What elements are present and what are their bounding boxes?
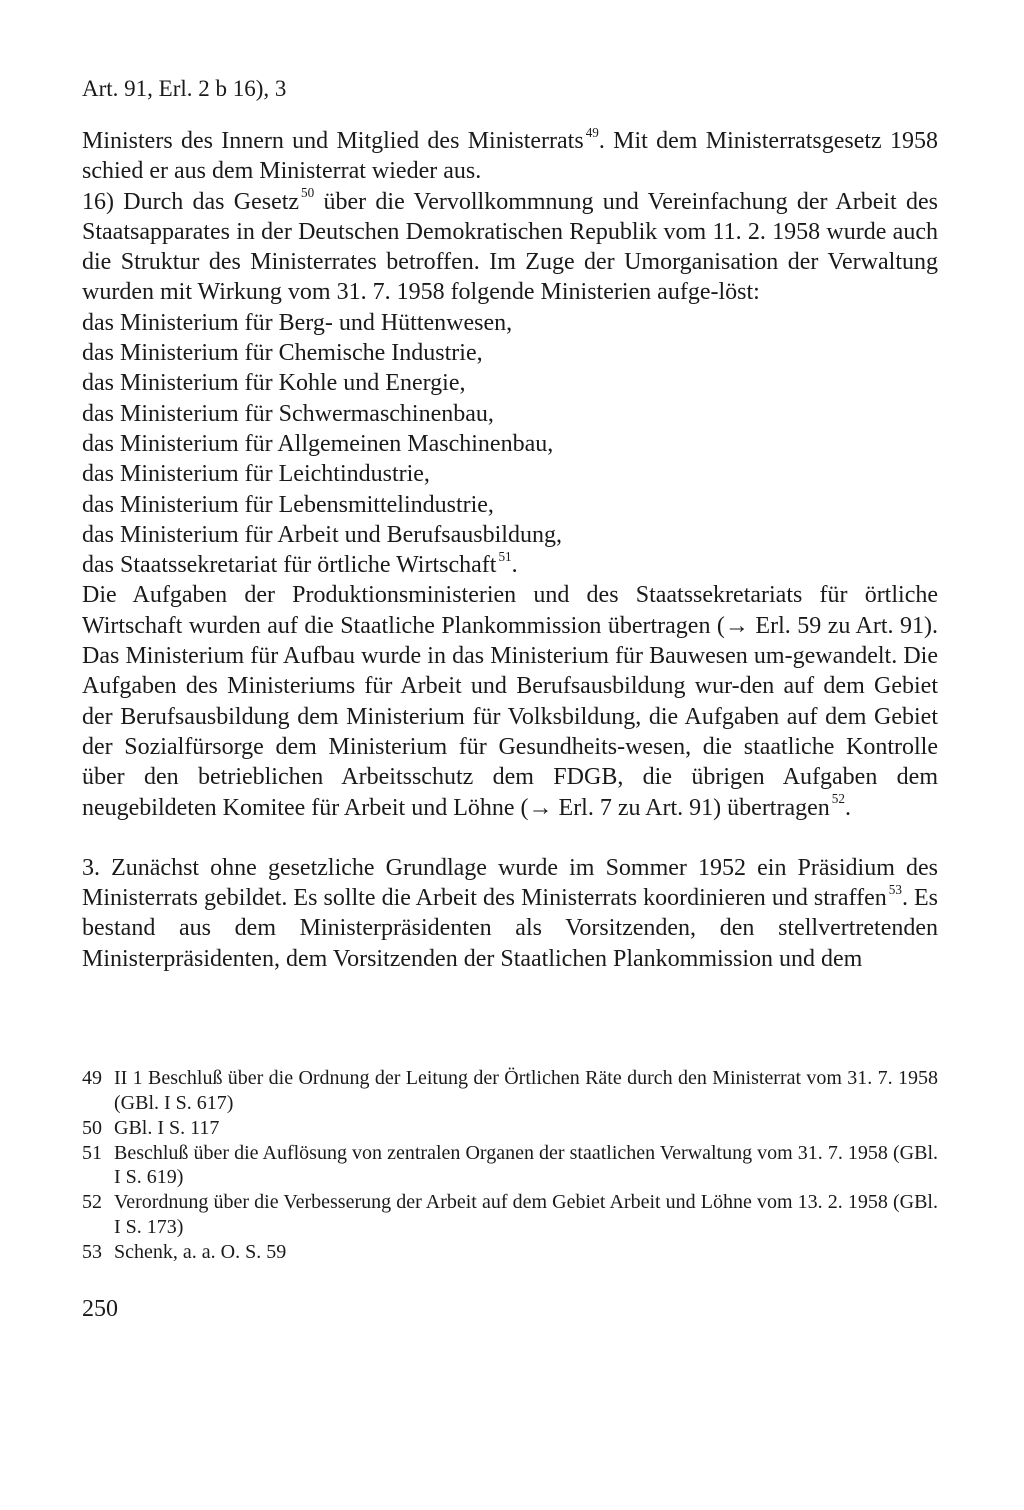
footnote-53 <box>82 1240 938 1265</box>
ministry-list <box>82 308 938 581</box>
paragraph-text: . Es bestand aus dem Ministerpräsidenten als Vorsitzenden, den stellvertretenden Ministerpräsidenten, dem Vorsitzenden der Staatlichen Plankommission und dem <box>82 885 939 972</box>
footnote-number: 52 <box>82 1191 102 1213</box>
footnote-ref-50[interactable]: 50 <box>301 185 315 201</box>
footnote-number: 51 <box>82 1141 102 1164</box>
footnote-text: Schenk, a. a. O. S. 59 <box>114 1240 287 1263</box>
list-item: das Ministerium für Schwermaschinenbau, <box>82 400 494 427</box>
footnote-49 <box>82 1066 938 1115</box>
footnote-50 <box>82 1116 938 1141</box>
list-item: das Ministerium für Kohle und Energie, <box>82 370 466 397</box>
footnote-ref-53[interactable]: 53 <box>888 881 902 897</box>
list-item: das Ministerium für Berg- und Hüttenwesen, <box>82 309 513 336</box>
footnote-ref-52[interactable]: 52 <box>831 791 845 807</box>
paragraph-text: . <box>844 794 851 821</box>
footnote-text: Verordnung über die Verbesserung der Arbeit auf dem Gebiet Arbeit und Löhne vom 13. 2. 1958 (GBl. I S. 173) <box>114 1191 938 1238</box>
list-item: das Ministerium für Lebensmittelindustrie, <box>82 491 494 518</box>
footnotes <box>82 1066 938 1265</box>
footnote-text: Beschluß über die Auflösung von zentralen Organen der staatlichen Verwaltung vom 31. 7. 1958 (GBl. I S. 619) <box>114 1141 938 1188</box>
footnote-number: 50 <box>82 1116 102 1139</box>
footnote-number: 49 <box>82 1067 102 1089</box>
paragraph-text: 16) Durch das Gesetz <box>82 188 300 215</box>
paragraph-ministers <box>82 126 938 187</box>
paragraph-section-3 <box>82 853 938 974</box>
list-item: das Ministerium für Leichtindustrie, <box>82 461 430 488</box>
list-item: das Ministerium für Chemische Industrie, <box>82 340 483 367</box>
paragraph-text: . Mit dem Ministerratsgesetz 1958 schied er aus dem Ministerrat wieder aus. <box>82 128 938 185</box>
list-item-text: . <box>511 552 518 579</box>
list-item-text: das Staatssekretariat für örtliche Wirtschaft <box>82 552 497 579</box>
paragraph-text: Die Aufgaben der Produktionsministerien und des Staatssekretariats für örtliche Wirtschaft wurden auf die Staatliche Plankommission übertragen (→ Erl. 59 zu Art. 91). Das Ministerium für Aufbau wurde in das Ministerium für Bauwesen um-gewandelt. Die Aufgaben des Ministeriums für Arbeit und Berufsausbildung wur-den auf dem Gebiet der Berufsausbildung dem Ministerium für Volksbildung, die Aufgaben auf dem Gebiet der Sozialfürsorge dem Ministerium für Gesundheits-wesen, die staatliche Kontrolle über den betrieblichen Arbeitsschutz dem FDGB, die übrigen Aufgaben dem neugebildeten Komitee für Arbeit und Löhne (→ Erl. 7 zu Art. 91) übertragen <box>82 582 938 821</box>
footnote-number: 53 <box>82 1240 102 1263</box>
running-head: Art. 91, Erl. 2 b 16), 3 <box>82 76 287 101</box>
body-text <box>82 126 938 974</box>
page-number: 250 <box>82 1296 118 1322</box>
paragraph-tasks <box>82 580 938 822</box>
paragraph-16 <box>82 187 938 308</box>
footnote-51 <box>82 1141 938 1190</box>
footnote-text: II 1 Beschluß über die Ordnung der Leitung der Örtlichen Räte durch den Ministerrat vom 31. 7. 1958 (GBl. I S. 617) <box>114 1067 938 1114</box>
list-item-last <box>82 550 938 580</box>
paragraph-text: über die Vervollkommnung und Vereinfachung der Arbeit des Staatsapparates in der Deutschen Demokratischen Republik vom 11. 2. 1958 wurde auch die Struktur des Ministerrates betroffen. Im Zuge der Umorganisation der Verwaltung wurden mit Wirkung vom 31. 7. 1958 folgende Ministerien aufge-löst: <box>82 188 938 306</box>
footnote-ref-49[interactable]: 49 <box>585 124 599 140</box>
paragraph-gap <box>82 823 938 853</box>
paragraph-text: 3. Zunächst ohne gesetzliche Grundlage wurde im Sommer 1952 ein Präsidium des Ministerrats gebildet. Es sollte die Arbeit des Ministerrats koordinieren und straffen <box>82 854 938 912</box>
list-item: das Ministerium für Allgemeinen Maschinenbau, <box>82 430 554 457</box>
paragraph-text: Ministers des Innern und Mitglied des Ministerrats <box>82 128 584 154</box>
footnote-52 <box>82 1190 938 1239</box>
footnote-text: GBl. I S. 117 <box>114 1116 220 1139</box>
list-item: das Ministerium für Arbeit und Berufsausbildung, <box>82 521 562 548</box>
footnote-ref-51[interactable]: 51 <box>498 548 512 564</box>
